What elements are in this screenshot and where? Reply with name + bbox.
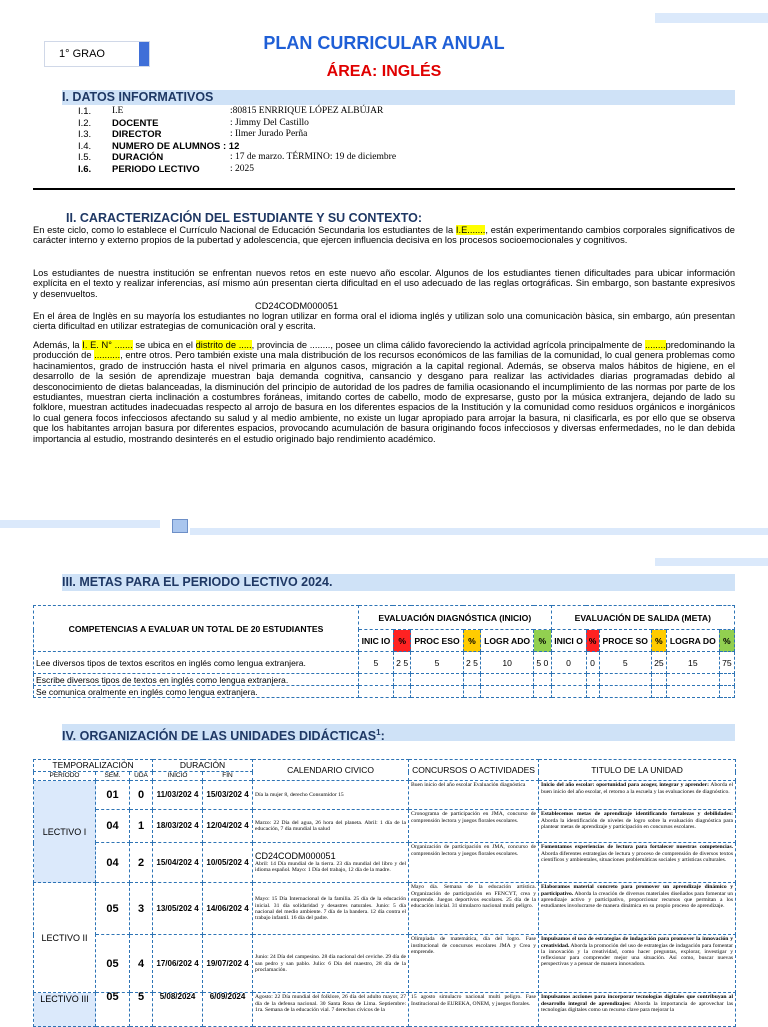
cell: 2 5 [463,652,481,674]
civic-calendar: Agosto: 22 Día mundial del folklore, 26 día del adulto mayor, 27 día de la defensa nacional. 30 Santa Rosa de Lima. Septiembre: 1ra. Semana de la educación vial. 7 derechos cívicos de la [253,993,409,1027]
cell: 0 [586,652,599,674]
activities: Mayo día. Semana de la educación artística. Organización de participación en FENCYT, crea y emprende. Juegos deportivos escolares. 25 día de la educación inicial. 31 simulacro nacional multi peligro. [409,883,539,935]
col-header: PROCE SO [599,630,651,652]
start-date: 13/05/202 4 [153,883,203,935]
page-title: PLAN CURRICULAR ANUAL [263,33,505,53]
doc-code: CD24CODM000051 [255,301,339,311]
info-value: : 2025 [230,163,255,174]
civic-calendar: Mayo: 15 Día Internacional de la familia. 25 día de la educación inicial. 31 día solidaridad y desastres naturales. Junio: 5 día nacional del medio ambiente. 7 día de la bandera. 12 día contra el trabajo infantil. 16 día del padre. [253,883,409,935]
highlight: .......... [94,350,121,361]
highlight: ........ [644,340,666,350]
diag-header: EVALUACIÓN DIAGNÓSTICA (INICIO) [359,606,552,630]
end-date: 12/04/202 4 [203,810,253,843]
activities: 15 agosto simulacro nacional multi peligro. Fase Institucional de EUREKA, ONEM, y juegos florales. [409,993,539,1027]
paragraph [33,225,735,246]
para-text: En este ciclo, como lo establece el Currículo Nacional de Educación Secundaria los estudiantes de la [33,225,456,235]
table-row [34,883,736,935]
section-4-title: IV. ORGANIZACIÓN DE LAS UNIDADES DIDÁCTICAS [62,729,377,744]
unit-title-text: Aborda la promoción del uso de estrategias de indagación para fomentar la innovación y la creatividad, como hacer preguntas, explorar, investigar y reflexionar para comprender mejor una situación. Así como, buscar nuevas perspectivas y a pensar de manera innovadora. [541,942,734,968]
info-label: PERIODO LECTIVO [112,163,200,175]
grade-label: 1° GRAO [59,48,105,60]
info-num: I.4. [78,140,92,152]
table-row [34,810,736,843]
temp-header: TEMPORALIZACIÓN [34,760,153,772]
fin-header: FIN [203,772,253,781]
activities: Organización de participación en JMA, concurso de comprensión lectora y juegos florales escolares. [409,843,539,883]
cell: 10 [481,652,534,674]
section-2-heading: II. CARACTERIZACIÓN DEL ESTUDIANTE Y SU CONTEXTO: [66,211,423,225]
info-label: DOCENTE [112,117,159,129]
period-cell: LECTIVO I [34,781,96,883]
col-header: % [719,630,734,652]
info-num: I.3. [78,129,92,140]
unit-title-text: Aborda diferentes estrategias de lectura y proceso de comprensión de diversos textos científicos y ambientales, situaciones problemáticas sociales y artísticas culturales. [541,850,734,863]
uda-header: UDA [130,772,153,781]
col-header: LOGRA DO [666,630,719,652]
civic-calendar: Día la mujer 8, derecho Consumidor 15 [253,781,409,810]
col-header: INICI O [551,630,586,652]
unit-title-bold: Impulsamos acciones para incorporar tecnologías digitales que contribuyan al desarrollo integral de aprendizajes: [541,994,734,1007]
section-3-title: III. METAS PARA EL PERIODO LECTIVO 2024. [62,575,333,589]
cell: 75 [719,652,734,674]
unit-title-bold: Elaboramos material concreto para promover un aprendizaje dinámico y participativo. [541,884,734,897]
table-row [34,843,736,883]
section-1-title: I. DATOS INFORMATIVOS [62,90,214,104]
conc-header: CONCURSOS O ACTIVIDADES [409,760,539,781]
highlight: I.E....... [455,225,486,235]
unit-title [539,781,736,810]
period-cell: LECTIVO II [34,883,96,993]
unit-title-text: Aborda el buen inicio del año escolar, el retorno a la escuela y las evaluaciones de diagnóstico. [541,782,734,795]
highlight: distrito de ..... [195,340,252,350]
info-row [78,152,396,164]
table-row [34,674,735,686]
deco-bar [655,13,768,23]
unit-title-text: Aborda la importancia de aprovechar las tecnologías digitales como un recurso clave para mejorar la [541,1000,734,1013]
info-value: :80815 ENRRIQUE LÓPEZ ALBÚJAR [230,106,384,116]
competence-name: Lee diversos tipos de textos escritos en inglés como lengua extranjera. [34,652,359,674]
footnote-ref: 1 [376,728,381,737]
competence-name: Se comunica oralmente en inglés como lengua extranjera. [34,686,359,698]
uda-cell: 3 [130,883,153,935]
section-4-heading: IV. ORGANIZACIÓN DE LAS UNIDADES DIDÁCTICAS$^1$: [62,724,735,741]
unit-title [539,935,736,993]
info-num: I.2. [78,117,92,129]
col-header: PROC ESO [411,630,463,652]
unit-title [539,883,736,935]
para-text: , están experimentando cambios corporales significativos de carácter interno y externo propios de la pubertad y adolescencia, que ejercen influencia decisiva en los procesos socioemocionales y cognitivos. [33,225,735,246]
para-text: , provincia de ........, posee un clima cálido favoreciendo la actividad agrícola principalmente de [251,340,645,350]
sem-cell: 04 [96,843,130,883]
unit-title-bold: Inicio del año escolar: oportunidad para acoger, integrar y aprender: [541,782,709,789]
table-row [34,993,736,1027]
unit-title-bold: Impulsamos el uso de estrategias de indagación para promover la innovación y creatividad. [541,936,734,949]
table-row [34,686,735,698]
para-text: se ubica en el [132,340,196,350]
area-title: ÁREA: INGLÉS [326,63,442,80]
start-date: 15/04/202 4 [153,843,203,883]
cell: 0 [551,652,586,674]
info-num: I.5. [78,152,92,163]
title-header: TITULO DE LA UNIDAD [539,760,736,781]
cal-header: CALENDARIO CIVICO [253,760,409,781]
info-num: I.1. [78,106,92,117]
cell: 5 [359,652,394,674]
small-box-icon [172,519,188,533]
uda-cell: 1 [130,810,153,843]
uda-cell: 0 [130,781,153,810]
info-row [78,106,396,118]
cell: 5 [411,652,463,674]
end-date: 15/03/202 4 [203,781,253,810]
para-text: predominando la producción de [33,340,735,361]
paragraph: En el área de Inglès en su mayoría los estudiantes no logran utilizar en forma oral el idioma inglés y utilizan solo una comunicaciòn bàsica, sin embargo, aún presentan cierta dificultad en utilizar estrategias de comunicaciòn oral y escrita. [33,311,735,332]
exit-header: EVALUACIÓN DE SALIDA (META) [551,606,734,630]
unit-title-text: Aborda la identificación de niveles de logro sobre la evaluación diagnóstica para plantear metas de aprendizaje y participación en concursos escolares. [541,817,734,830]
cell: 15 [666,652,719,674]
table-row [34,652,735,674]
units-table [33,759,736,1027]
col-header: INIC IO [359,630,394,652]
uda-cell: 5 [130,993,153,1027]
start-date: 5/08/2024 [153,993,203,1027]
competence-name: Escribe diversos tipos de textos en inglés como lengua extranjera. [34,674,359,686]
info-value: : 17 de marzo. TÉRMINO: 19 de diciembre [230,152,397,162]
start-date: 11/03/202 4 [153,781,203,810]
info-row [78,141,396,153]
deco-bar [655,558,768,566]
col-header: % [651,630,666,652]
cell: 5 [599,652,651,674]
end-date: 6/09/2024 [203,993,253,1027]
comp-header: COMPETENCIAS A EVALUAR UN TOTAL DE 20 ESTUDIANTES [34,606,359,652]
deco-bar [190,528,768,535]
paragraph [33,340,735,444]
unit-title [539,810,736,843]
sem-cell: 05 [96,993,130,1027]
activities: Buen inicio del año escolar Evaluación diagnóstica [409,781,539,810]
col-header: % [393,630,411,652]
info-label: NUMERO DE ALUMNOS : 12 [112,140,240,152]
col-header: % [534,630,552,652]
info-value: : Jimmy Del Castillo [230,117,309,128]
unit-title [539,843,736,883]
info-row [78,118,396,130]
info-row [78,129,396,141]
info-label: I.E [112,106,124,116]
end-date: 10/05/202 4 [203,843,253,883]
start-date: 18/03/202 4 [153,810,203,843]
col-header: LOGR ADO [481,630,534,652]
end-date: 14/06/202 4 [203,883,253,935]
start-date: 17/06/202 4 [153,935,203,993]
para-text: Además, la [33,340,83,350]
civic-calendar: Junio: 24 Día del campesino. 28 día nacional del ceviche. 29 día de san pedro y san pablo. Julio: 6 Día del maestro, 28 día de la proclamación. [253,935,409,993]
info-value: : Ilmer Jurado Perña [230,129,308,139]
section-3-heading [62,574,735,591]
unit-title [539,993,736,1027]
sem-cell: 05 [96,883,130,935]
cell: 5 0 [534,652,552,674]
unit-title-bold: Fomentamos experiencias de lectura para fortalecer nuestras competencias. [541,844,734,851]
periodo-header: PERIODO [34,772,96,781]
uda-cell: 2 [130,843,153,883]
inicio-header: INICIO [153,772,203,781]
info-label: DURACIÓN [112,152,164,163]
info-row [78,164,396,176]
period-cell: LECTIVO III [34,993,96,1027]
col-header: % [586,630,599,652]
deco-bar [0,520,160,528]
sem-cell: 01 [96,781,130,810]
civic-calendar [253,843,409,883]
metas-table [33,605,735,698]
uda-cell: 4 [130,935,153,993]
dur-header: DURACIÓN [153,760,253,772]
section-1-heading [62,90,735,105]
sem-cell: 05 [96,935,130,993]
activities: Cronograma de participación en JMA, concurso de comprensión lectora y juegos florales escolares. [409,810,539,843]
table-row [34,935,736,993]
info-list [78,106,396,175]
cell: 25 [651,652,666,674]
divider [33,188,735,190]
activities: Olimpiada de matemática, día del logro. Fase institucional de concursos escolares JMA y Crea y emprende. [409,935,539,993]
info-label: DIRECTOR [112,129,162,140]
para-text: , entre otros. Pero también existe una mala distribución de los recursos económicos de las familias de la comunidad, lo cual genera problemas como hacinamientos, grado de instrucción hasta el nivel primaria en algunos casos, migración a la capital regional. Además, se observa malos hábitos de higiene, en el desarrollo de la sesión de aprendizaje muestran baja demanda cognitiva, cansancio y desgano para realizar las actividades diarias programadas debido al desconocimiento de dietas balanceadas, la disminución del principio de autoridad de los padres de familia ocasionando el incumplimiento de las normas por parte de los estudiantes, muestran cierta inclinación a costumbres foráneas, imitando cortes de cabello, modo de expresarse, gusto por la música extranjera, dejando de lado su folklore, muestran actitudes inadecuadas respecto al arrojo de basura en los diferentes espacios de la Institución y la comunidad como residuos orgánicos e inorgánicos lo cual genera focos infecciosos afectando su salud y al medio ambiente, no existe un lugar apropiado para arrojar la basura, ni clasificarla, es por ello que se observa que los habitantes arrojan basura por diferentes espacios, provocando acumulación de basura originando focos infecciosos y diversas enfermedades, no le dan debida importancia al estudio, mostrando desinterés en el estudio originado bajo rendimiento académico. [33,350,735,444]
civic-text: Abril: 14 Día mundial de la tierra. 23 día mundial del libro y del idioma español. Mayo: 1 Día del trabajo, 12 día de la madre. [255,861,407,874]
end-date: 19/07/202 4 [203,935,253,993]
highlight: I. E. N° ....... [82,340,133,350]
cell: 2 5 [393,652,411,674]
paragraph: Los estudiantes de nuestra institución se enfrentan nuevos retos en este nuevo año escolar. Algunos de los estudiantes tienen dificultades para ubicar información explícita en el texto y realizar inferencias, así mismo aún presentan cierta dificultad en el uso adecuado de las reglas ortográficas. Sin embargo, son bastante expresivos y desenvueltos. [33,268,735,299]
table-row [34,781,736,810]
unit-title-bold: Establecemos metas de aprendizaje identificando fortalezas y debilidades: [541,811,734,818]
sem-header: SEM. [96,772,130,781]
info-num: I.6. [78,163,92,175]
doc-code: CD24CODM000051 [255,851,336,861]
unit-title-text: Aborda la creación de diversos materiales diseñados para fomentar un aprendizaje activo y participativo, proporcionar recursos que permitan a los estudiantes involucrarse de manera dinámica en su propio proceso de aprendizaje. [541,890,734,910]
sem-cell: 04 [96,810,130,843]
col-header: % [463,630,481,652]
civic-calendar: Marzo: 22 Día del agua, 26 hora del planeta. Abril: 1 día de la educación, 7 día mundial la salud [253,810,409,843]
